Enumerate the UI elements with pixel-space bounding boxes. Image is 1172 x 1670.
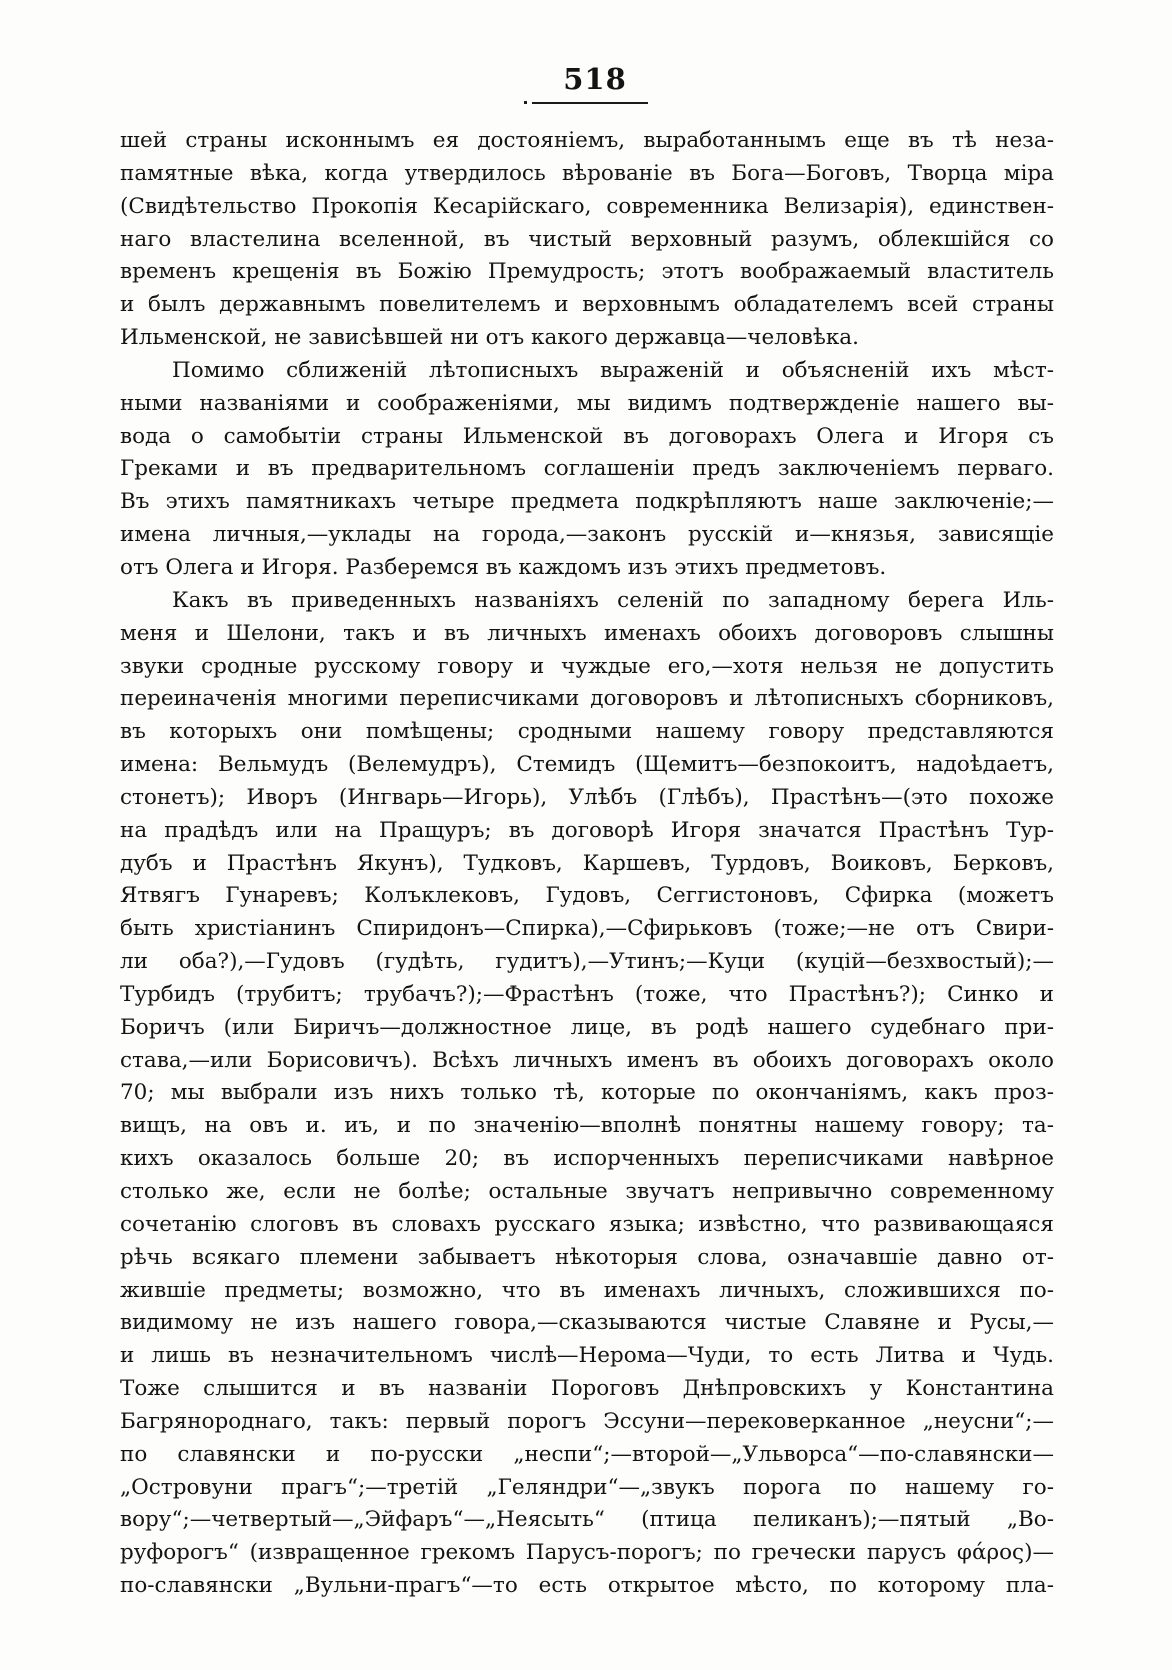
- text-line: имена: Вельмудъ (Велемудръ), Стемидъ (Щемитъ—безпокоитъ, надоѣдаетъ,: [120, 752, 1054, 778]
- text-line: става,—или Борисовичъ). Всѣхъ личныхъ именъ въ обоихъ договорахъ около: [120, 1047, 1054, 1073]
- text-line: и лишь въ незначительномъ числѣ—Нерома—Чуди, то есть Литва и Чудь.: [120, 1343, 1054, 1369]
- header-rule: [532, 102, 648, 104]
- text-line: ными названіями и соображеніями, мы видимъ подтвержденіе нашего вы-: [120, 390, 1054, 416]
- text-line: вищъ, на овъ и. иъ, и по значенію—вполнѣ понятны нашему говору; та-: [120, 1113, 1054, 1139]
- text-line: „Островуни прагъ“;—третій „Геляндри“—„звукъ порога по нашему го-: [120, 1474, 1054, 1500]
- text-line: Турбидъ (трубитъ; трубачъ?);—Фрастѣнъ (тоже, что Прастѣнъ?); Синко и: [120, 981, 1054, 1007]
- text-line: Въ этихъ памятникахъ четыре предмета подкрѣпляютъ наше заключеніе;—: [120, 489, 1054, 515]
- text-line: по славянски и по-русски „неспи“;—второй—„Ульворса“—по-славянски—: [120, 1441, 1054, 1467]
- text-line: кихъ оказалось больше 20; въ испорченныхъ переписчиками навѣрное: [120, 1146, 1054, 1172]
- text-line: жившіе предметы; возможно, что въ именахъ личныхъ, сложившихся по-: [120, 1277, 1054, 1303]
- text-line: звуки сродные русскому говору и чуждые его,—хотя нельзя не допустить: [120, 653, 1054, 679]
- text-line: видимому не изъ нашего говора,—сказываются чистые Славяне и Русы,—: [120, 1310, 1054, 1336]
- text-line: рѣчь всякаго племени забываетъ нѣкоторыя слова, означавшіе давно от-: [120, 1244, 1054, 1270]
- text-line: Какъ въ приведенныхъ названіяхъ селеній по западному берега Иль-: [172, 587, 1054, 613]
- text-line: меня и Шелони, такъ и въ личныхъ именахъ обоихъ договоровъ слышны: [120, 620, 1054, 646]
- text-line: Боричъ (или Биричъ—должностное лице, въ родѣ нашего судебнаго при-: [120, 1014, 1054, 1040]
- body-text: [120, 125, 1054, 1603]
- text-line: по-славянски „Вульни-прагъ“—то есть открытое мѣсто, по которому пла-: [120, 1573, 1054, 1599]
- text-line: Греками и въ предварительномъ соглашеніи предъ заключеніемъ перваго.: [120, 456, 1054, 482]
- text-line: переиначенія многими переписчиками договоровъ и лѣтописныхъ сборниковъ,: [120, 686, 1054, 712]
- text-line: Ятвягъ Гунаревъ; Колъклековъ, Гудовъ, Сеггистоновъ, Сфирка (можетъ: [120, 883, 1054, 909]
- page-number: 518: [563, 62, 627, 96]
- text-line: вору“;—четвертый—„Эйфаръ“—„Неясыть“ (птица пеликанъ);—пятый „Во-: [120, 1507, 1054, 1533]
- text-line: (Свидѣтельство Прокопія Кесарійскаго, современника Велизарія), единствен-: [120, 193, 1054, 219]
- text-line: шей страны исконнымъ ея достояніемъ, выработаннымъ еще въ тѣ неза-: [120, 128, 1054, 153]
- text-line: стонетъ); Иворъ (Ингварь—Игорь), Улѣбъ (Глѣбъ), Прастѣнъ—(это похоже: [120, 784, 1054, 810]
- text-line: и былъ державнымъ повелителемъ и верховнымъ обладателемъ всей страны: [120, 292, 1054, 318]
- text-line: памятные вѣка, когда утвердилось вѣрованіе въ Бога—Боговъ, Творца міра: [120, 160, 1054, 186]
- text-line: сочетанію слоговъ въ словахъ русскаго языка; извѣстно, что развивающаяся: [120, 1211, 1054, 1237]
- text-line: столько же, если не болѣе; остальные звучатъ непривычно современному: [120, 1179, 1054, 1204]
- text-line: 70; мы выбрали изъ нихъ только тѣ, которые по окончаніямъ, какъ проз-: [120, 1080, 1054, 1106]
- text-line: ли оба?),—Гудовъ (гудѣть, гудитъ),—Утинъ;—Куци (куцій—безхвостый);—: [120, 949, 1054, 975]
- text-line: въ которыхъ они помѣщены; сродными нашему говору представляются: [120, 719, 1054, 745]
- text-line: вода о самобытіи страны Ильменской въ договорахъ Олега и Игоря съ: [120, 423, 1054, 449]
- text-line: наго властелина вселенной, въ чистый верховный разумъ, облекшійся со: [120, 226, 1054, 252]
- text-line: отъ Олега и Игоря. Разберемся въ каждомъ изъ этихъ предметовъ.: [120, 554, 887, 580]
- text-line: Помимо сближеній лѣтописныхъ выраженій и объясненій ихъ мѣст-: [172, 357, 1054, 383]
- text-line: руфорогъ“ (извращенное грекомъ Парусъ-порогъ; по гречески парусъ φάρος)—: [120, 1540, 1054, 1566]
- text-line: временъ крещенія въ Божію Премудрость; этотъ воображаемый властитель: [120, 259, 1054, 285]
- text-line: Ильменской, не зависѣвшей ни отъ какого державца—человѣка.: [120, 325, 859, 351]
- text-line: Багрянороднаго, такъ: первый порогъ Эссуни—перековерканное „неусни“;—: [120, 1408, 1054, 1434]
- text-line: дубъ и Прастѣнъ Якунъ), Тудковъ, Каршевъ, Турдовъ, Воиковъ, Берковъ,: [120, 850, 1054, 876]
- text-line: Тоже слышится и въ названіи Пороговъ Днѣпровскихъ у Константина: [120, 1376, 1054, 1402]
- text-line: быть христіанинъ Спиридонъ—Спирка),—Сфирьковъ (тоже;—не отъ Свири-: [120, 916, 1054, 942]
- text-line: имена личныя,—уклады на города,—законъ русскій и—князья, зависящіе: [120, 522, 1054, 548]
- header-rule-dot: [524, 101, 527, 104]
- text-line: на прадѣдъ или на Пращуръ; въ договорѣ Игоря значатся Прастѣнъ Тур-: [120, 817, 1054, 843]
